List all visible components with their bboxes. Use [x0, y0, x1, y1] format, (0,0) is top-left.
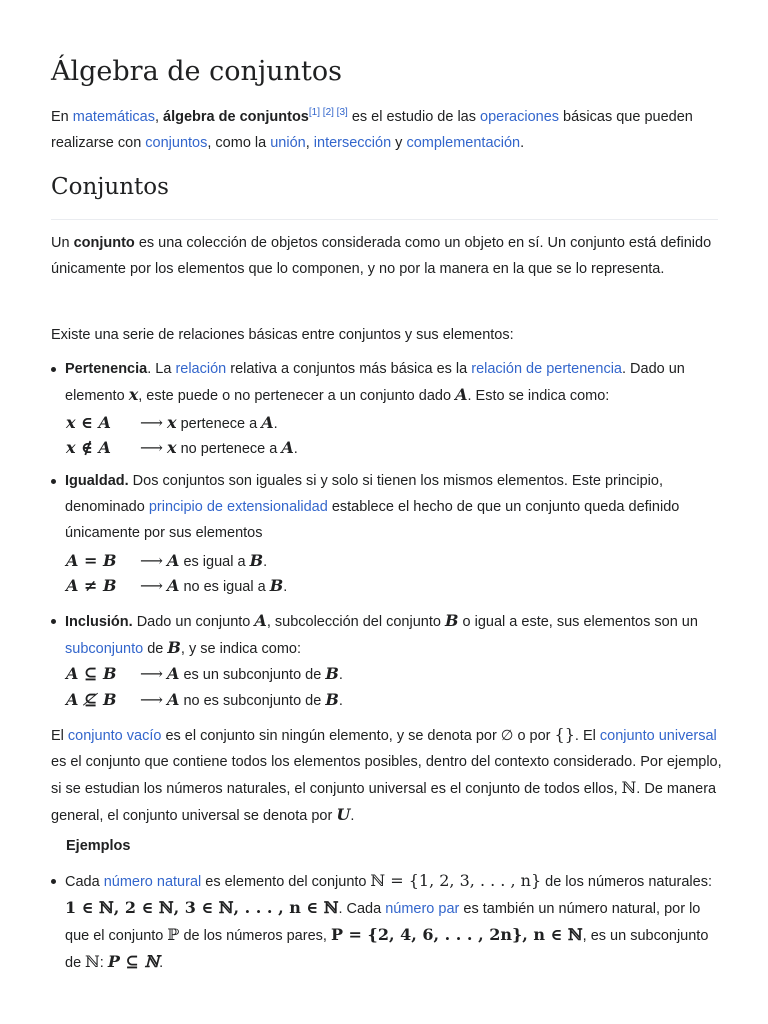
math-expression: A = B: [66, 551, 117, 570]
item-text: es también un número natural, por lo que el conjunto: [65, 901, 701, 944]
intro-text: , como la: [207, 135, 271, 151]
link-relacion-pertenencia[interactable]: relación de pertenencia: [471, 361, 622, 377]
paragraph-empty-universal: [51, 722, 723, 829]
page-title: Álgebra de conjuntos: [51, 56, 342, 87]
math-text: es igual a: [179, 554, 250, 570]
link-principio-extensionalidad[interactable]: principio de extensionalidad: [148, 499, 328, 515]
para-text: . El: [574, 728, 600, 744]
para-text: es el conjunto que contiene todos los elementos posibles, dentro del contexto considerado. Por ejemplo, si se estudian los números naturales, el conjunto universal es el conjunto de todos ellos,: [51, 754, 722, 797]
math-text: no es igual a: [179, 579, 270, 595]
bullet-icon: [51, 479, 56, 484]
link-complementacion[interactable]: complementación: [406, 135, 521, 151]
math-naturals: ℕ: [621, 778, 637, 797]
intro-text: ,: [305, 135, 314, 151]
item-text: .: [159, 955, 164, 971]
math-expression: 1 ∈ ℕ, 2 ∈ ℕ, 3 ∈ ℕ, . . . , n ∈ ℕ: [65, 898, 339, 917]
item-text: . La: [147, 361, 176, 377]
list-item-igualdad: [51, 468, 726, 546]
intro-text: .: [520, 135, 525, 151]
math-variable: B: [325, 664, 339, 683]
math-line: [66, 436, 298, 461]
intro-text: es el estudio de las: [347, 109, 481, 125]
math-text: .: [293, 441, 298, 457]
link-operaciones[interactable]: operaciones: [480, 109, 560, 125]
intro-text: básicas que pueden realizarse con: [51, 109, 693, 151]
item-text: :: [99, 955, 108, 971]
math-text: .: [338, 693, 343, 709]
reference-links[interactable]: [1] [2] [3]: [308, 107, 348, 118]
math-text: pertenece a: [176, 416, 262, 432]
math-variable: U: [336, 805, 351, 824]
math-variable: A: [167, 690, 180, 709]
bullet-icon: [51, 879, 56, 884]
link-conjuntos[interactable]: conjuntos: [145, 135, 208, 151]
section-heading-conjuntos: Conjuntos: [51, 174, 169, 200]
arrow-icon: ⟶: [140, 438, 163, 457]
link-numero-par[interactable]: número par: [385, 901, 460, 917]
math-variable: A: [167, 551, 180, 570]
item-text: Cada: [65, 874, 104, 890]
math-expression: x ∈ A: [66, 413, 111, 432]
bold-term: álgebra de conjuntos: [163, 109, 309, 125]
bold-pertenencia: Pertenencia: [65, 361, 148, 377]
item-text: establece el hecho de que un conjunto queda definido únicamente por sus elementos: [65, 499, 680, 541]
math-expression: x ∉ A: [66, 438, 111, 457]
item-text: . Dado un elemento: [65, 361, 685, 404]
link-numero-natural[interactable]: número natural: [103, 874, 202, 890]
math-expression: A ⊆ B: [66, 664, 117, 683]
arrow-icon: ⟶: [140, 664, 163, 683]
subheading-ejemplos: Ejemplos: [66, 838, 131, 854]
arrow-icon: ⟶: [140, 551, 163, 570]
math-text: no es subconjunto de: [179, 693, 326, 709]
math-variable: x: [167, 413, 177, 432]
list-item-inclusion: [51, 608, 726, 662]
list-item-ejemplo: [51, 868, 726, 976]
section-divider: [51, 219, 718, 220]
bold-igualdad: Igualdad.: [65, 473, 129, 489]
intro-paragraph: [51, 104, 731, 156]
intro-text: ,: [154, 109, 164, 125]
para-text: . De manera general, el conjunto universal se denota por: [51, 781, 717, 824]
math-set: ℙ: [167, 925, 180, 944]
link-matematicas[interactable]: matemáticas: [72, 109, 155, 125]
math-text: es un subconjunto de: [179, 667, 326, 683]
math-expression: P = {2, 4, 6, . . . , 2n}, n ∈ ℕ: [330, 925, 583, 944]
math-variable: B: [269, 576, 284, 595]
item-text: relativa a conjuntos más básica es la: [226, 361, 472, 377]
math-line: [66, 662, 343, 687]
math-variable: x: [167, 438, 177, 457]
bullet-icon: [51, 367, 56, 372]
paragraph-relations: Existe una serie de relaciones básicas entre conjuntos y sus elementos:: [51, 327, 514, 343]
link-interseccion[interactable]: intersección: [313, 135, 392, 151]
link-relacion[interactable]: relación: [175, 361, 227, 377]
bullet-icon: [51, 619, 56, 624]
paragraph-definition: [51, 230, 731, 282]
item-text: Dos conjuntos son iguales si y solo si tienen los mismos elementos. Este principio, denominado: [65, 473, 663, 515]
item-text: . Cada: [338, 901, 386, 917]
math-expression: A ⊈ B: [66, 690, 117, 709]
math-expression: A ≠ B: [66, 576, 117, 595]
item-text: . Esto se indica como:: [467, 388, 610, 404]
link-conjunto-universal[interactable]: conjunto universal: [599, 728, 717, 744]
item-text: , subcolección del conjunto: [266, 614, 445, 630]
math-variable: A: [167, 576, 180, 595]
math-variable: B: [167, 638, 181, 657]
intro-text: En: [51, 109, 69, 125]
math-expression: P ⊆ ℕ: [107, 952, 160, 971]
para-text: El: [51, 728, 68, 744]
math-variable: A: [167, 664, 180, 683]
bold-conjunto: conjunto: [73, 235, 135, 251]
math-line: [66, 688, 343, 713]
item-text: , es un subconjunto de: [65, 928, 709, 971]
math-text: .: [283, 579, 288, 595]
link-subconjunto[interactable]: subconjunto: [65, 641, 144, 657]
item-text: de: [143, 641, 168, 657]
math-variable: A: [455, 385, 468, 404]
math-variable: B: [325, 690, 339, 709]
math-expression: ℕ = {1, 2, 3, . . . , n}: [370, 871, 542, 890]
math-variable: B: [444, 611, 459, 630]
item-text: o igual a este, sus elementos son un: [458, 614, 698, 630]
math-text: .: [263, 554, 268, 570]
link-conjunto-vacio[interactable]: conjunto vacío: [67, 728, 162, 744]
math-line: [66, 549, 267, 574]
item-text: de los números pares,: [179, 928, 331, 944]
para-text: es una colección de objetos considerada como un objeto en sí. Un conjunto está definido únicamente por los elementos que lo componen, y no por la manera en la que se lo representa.: [51, 235, 712, 277]
math-line: [66, 574, 287, 599]
arrow-icon: ⟶: [140, 413, 163, 432]
math-text: no pertenece a: [176, 441, 282, 457]
math-naturals: ℕ: [85, 952, 100, 971]
item-text: , este puede o no pertenecer a un conjunto dado: [138, 388, 456, 404]
arrow-icon: ⟶: [140, 576, 163, 595]
math-variable: A: [261, 413, 274, 432]
math-text: .: [338, 667, 343, 683]
math-variable: B: [249, 551, 264, 570]
para-text: .: [350, 808, 355, 824]
item-text: de los números naturales:: [541, 874, 712, 890]
para-text: es el conjunto sin ningún elemento, y se denota por ∅ o por: [161, 728, 555, 744]
math-variable: x: [128, 385, 139, 404]
arrow-icon: ⟶: [140, 690, 163, 709]
math-variable: A: [281, 438, 294, 457]
math-line: [66, 411, 278, 436]
item-text: Dado un conjunto: [132, 614, 255, 630]
link-union[interactable]: unión: [270, 135, 306, 151]
para-text: Un: [51, 235, 74, 251]
bold-inclusion: Inclusión.: [65, 614, 133, 630]
math-variable: A: [254, 611, 267, 630]
list-item-pertenencia: [51, 356, 726, 409]
intro-text: y: [391, 135, 407, 151]
math-text: .: [273, 416, 278, 432]
item-text: es elemento del conjunto: [201, 874, 371, 890]
math-braces: {}: [554, 725, 575, 744]
item-text: , y se indica como:: [180, 641, 301, 657]
